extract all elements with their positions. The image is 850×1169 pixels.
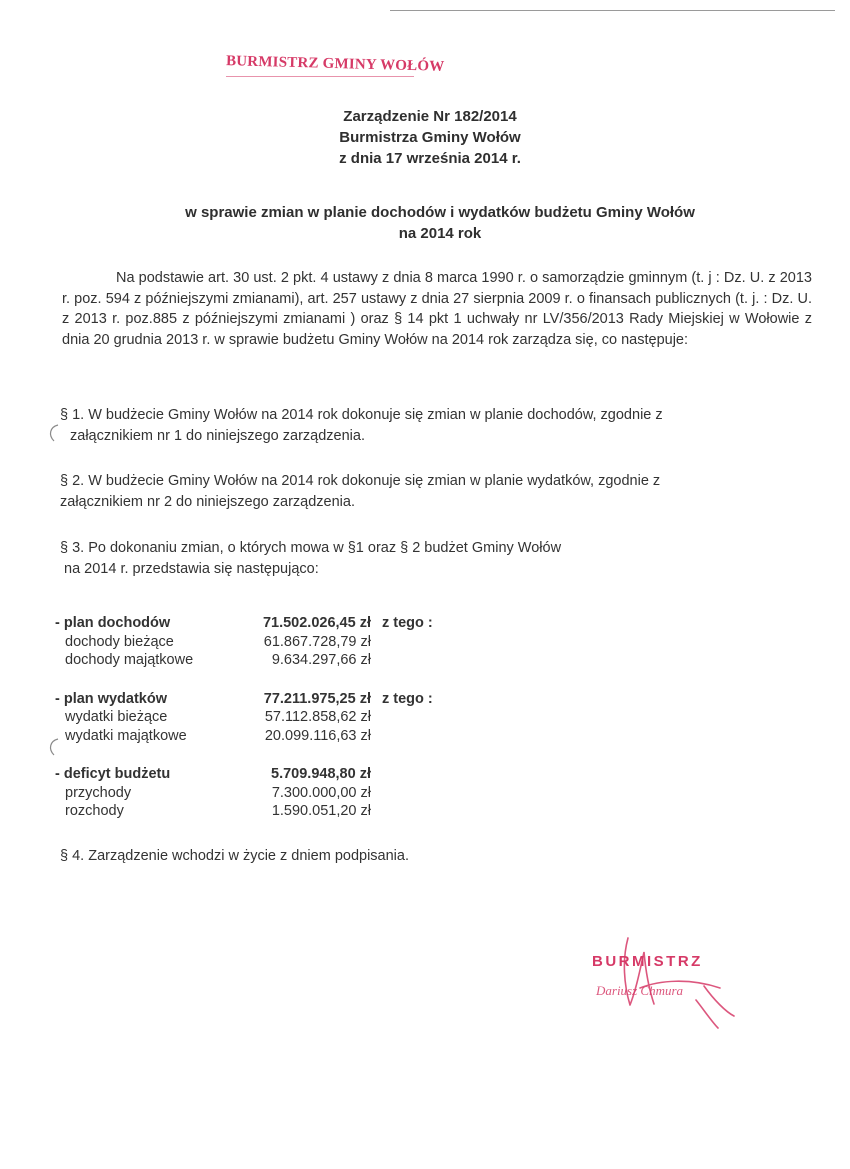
mayor-stamp-top: BURMISTRZ GMINY WOŁÓW — [225, 53, 445, 75]
paragraph-2 — [60, 471, 780, 513]
income-item-value: 61.867.728,79 zł — [263, 633, 371, 650]
income-value: 71.502.026,45 zł — [262, 615, 371, 631]
expenses-item-label: wydatki majątkowe — [65, 727, 187, 744]
subject-line-2: na 2014 rok — [398, 225, 482, 242]
deficit-item-label: rozchody — [65, 803, 124, 819]
stamp-underline — [226, 76, 414, 77]
document-heading — [300, 106, 560, 169]
income-breakdown-note: z tego : — [382, 615, 433, 631]
income-item-label: dochody majątkowe — [65, 652, 194, 668]
paragraph-3 — [60, 538, 780, 580]
hole-punch-mark — [44, 737, 64, 757]
deficit-item-label: przychody — [65, 784, 132, 801]
expenses-item-value: 57.112.858,62 zł — [264, 709, 371, 725]
heading-date: z dnia 17 września 2014 r. — [339, 150, 521, 167]
deficit-item-row — [55, 784, 555, 803]
expenses-label: - plan wydatków — [55, 690, 167, 707]
income-item-row — [55, 651, 555, 670]
deficit-item-row — [55, 802, 555, 821]
document-subject — [110, 202, 770, 244]
paragraph-3-line-1: § 3. Po dokonaniu zmian, o których mowa w §1 oraz § 2 budżet Gminy Wołów — [60, 540, 562, 556]
signature-name: Dariusz Chmura — [596, 983, 684, 998]
income-row — [55, 614, 555, 633]
expenses-item-value: 20.099.116,63 zł — [264, 727, 371, 744]
heading-number: Zarządzenie Nr 182/2014 — [343, 108, 517, 125]
scan-edge-line — [390, 10, 835, 11]
paragraph-1 — [60, 405, 780, 447]
deficit-item-value: 7.300.000,00 zł — [271, 784, 371, 801]
income-label: - plan dochodów — [55, 615, 171, 631]
paragraph-1-line-2: załącznikiem nr 1 do niniejszego zarządzenia. — [70, 428, 365, 444]
subject-line-1: w sprawie zmian w planie dochodów i wydatków budżetu Gminy Wołów — [185, 204, 695, 221]
signature-stamp: BURMISTRZ — [592, 953, 703, 970]
expenses-item-label: wydatki bieżące — [65, 709, 168, 725]
handwritten-signature — [600, 930, 740, 1030]
income-item-value: 9.634.297,66 zł — [271, 652, 371, 668]
expenses-value: 77.211.975,25 zł — [263, 690, 371, 707]
paragraph-1-line-1: § 1. W budżecie Gminy Wołów na 2014 rok dokonuje się zmian w planie dochodów, zgodnie z — [60, 407, 663, 423]
deficit-label: - deficyt budżetu — [55, 766, 171, 782]
paragraph-2-line-1: § 2. W budżecie Gminy Wołów na 2014 rok dokonuje się zmian w planie wydatków, zgodnie z — [60, 473, 661, 489]
deficit-item-value: 1.590.051,20 zł — [271, 803, 371, 819]
legal-basis-paragraph — [62, 268, 812, 350]
paragraph-2-line-2: załącznikiem nr 2 do niniejszego zarządzenia. — [60, 494, 355, 510]
heading-issuer: Burmistrza Gminy Wołów — [339, 129, 521, 146]
income-item-label: dochody bieżące — [65, 633, 174, 650]
budget-summary — [55, 614, 555, 821]
income-item-row — [55, 633, 555, 652]
hole-punch-mark — [44, 423, 64, 443]
paragraph-4: § 4. Zarządzenie wchodzi w życie z dniem podpisania. — [60, 848, 409, 864]
paragraph-3-line-2: na 2014 r. przedstawia się następująco: — [64, 561, 319, 577]
deficit-row — [55, 765, 555, 784]
expenses-item-row — [55, 727, 555, 746]
legal-basis-text: Na podstawie art. 30 ust. 2 pkt. 4 ustawy z dnia 8 marca 1990 r. o samorządzie gminnym (t. j : Dz. U. z 2013 r. poz. 594 z późniejszymi zmianami), art. 257 ustawy z dnia 27 sierpnia 2009 r. o finansach publicznych (t. j. : Dz. U. z 2013 r. poz.885 z późniejszymi zmianami ) oraz § 14 pkt 1 uchwały nr LV/356/2013 Rady Miejskiej w Wołowie z dnia 20 grudnia 2013 r. w sprawie budżetu Gminy Wołów na 2014 rok zarządza się, co następuje: — [62, 270, 812, 348]
expenses-breakdown-note: z tego : — [382, 690, 433, 707]
deficit-value: 5.709.948,80 zł — [271, 766, 371, 782]
expenses-row — [55, 690, 555, 709]
expenses-item-row — [55, 708, 555, 727]
